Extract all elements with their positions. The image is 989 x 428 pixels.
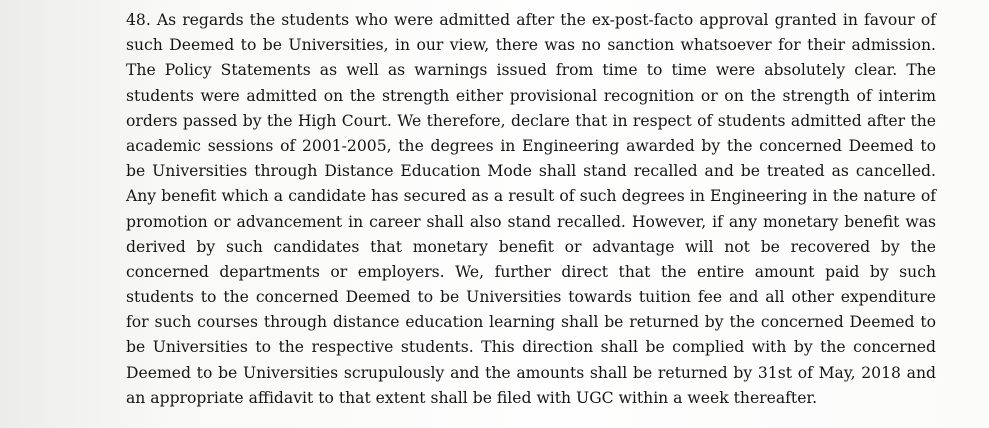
text-line-12: students to the concerned Deemed to be Universities towards tuition fee and all other expenditure	[126, 288, 936, 307]
text-line-14: be Universities to the respective students. This direction shall be complied with by the concerned	[126, 338, 936, 357]
text-line-6: academic sessions of 2001-2005, the degrees in Engineering awarded by the concerned Deemed to	[126, 136, 936, 155]
text-line-1: 48. As regards the students who were admitted after the ex-post-facto approval granted in favour of	[126, 11, 936, 29]
text-line-2: such Deemed to be Universities, in our view, there was no sanction whatsoever for their admission.	[126, 36, 936, 55]
text-line-11: concerned departments or employers. We, further direct that the entire amount paid by such	[126, 262, 936, 281]
text-line-4: students were admitted on the strength either provisional recognition or on the strength of interim	[126, 86, 936, 105]
text-line-13: for such courses through distance education learning shall be returned by the concerned Deemed to	[126, 313, 936, 332]
text-line-9: promotion or advancement in career shall also stand recalled. However, if any monetary benefit was	[126, 212, 936, 231]
text-line-16: an appropriate affidavit to that extent shall be filed with UGC within a week thereafter.	[126, 388, 818, 407]
text-line-3: The Policy Statements as well as warnings issued from time to time were absolutely clear. The	[126, 61, 936, 80]
text-line-15: Deemed to be Universities scrupulously and the amounts shall be returned by 31st of May, 2018 and	[126, 363, 936, 382]
text-line-8: Any benefit which a candidate has secured as a result of such degrees in Engineering in the nature of	[126, 187, 936, 206]
text-line-7: be Universities through Distance Education Mode shall stand recalled and be treated as cancelled.	[126, 162, 936, 181]
text-line-10: derived by such candidates that monetary benefit or advantage will not be recovered by the	[126, 237, 936, 256]
paragraph-48	[126, 8, 936, 411]
text-line-5: orders passed by the High Court. We therefore, declare that in respect of students admitted after the	[126, 111, 936, 130]
